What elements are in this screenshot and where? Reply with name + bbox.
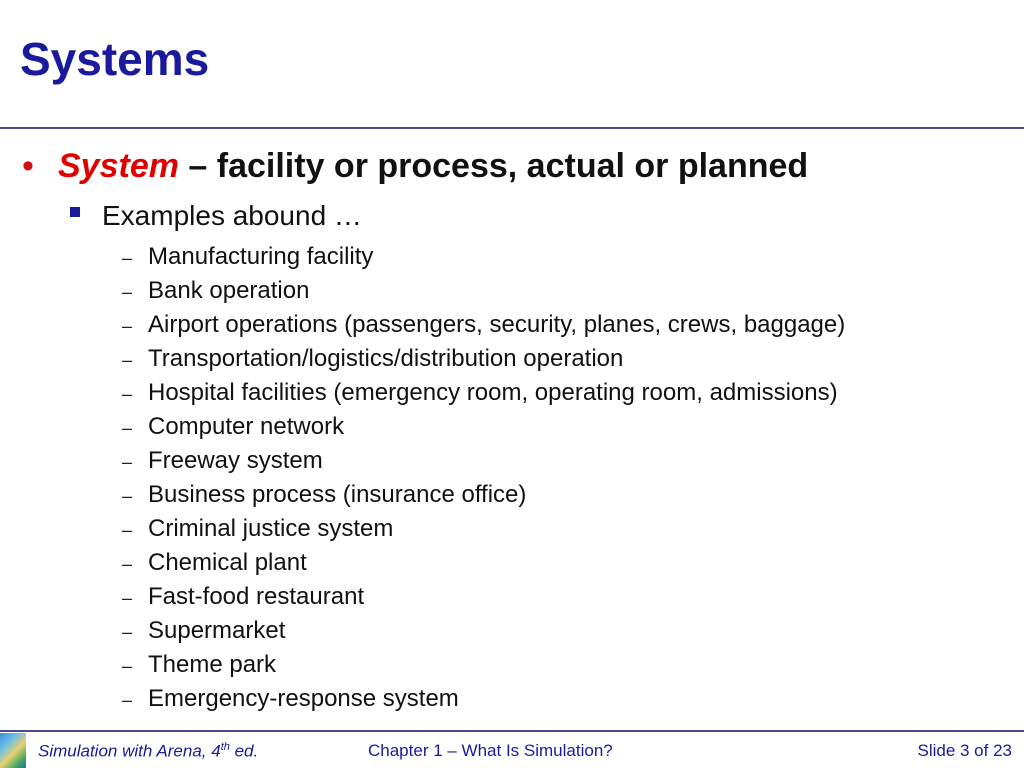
list-item: – Bank operation — [122, 274, 845, 308]
list-item: – Hospital facilities (emergency room, operating room, admissions) — [122, 376, 845, 410]
bullet-dot-icon: • — [22, 147, 34, 185]
dash-marker: – — [122, 554, 133, 574]
dash-marker: – — [122, 656, 133, 676]
dash-marker: – — [122, 418, 133, 438]
sub-bullet — [70, 200, 362, 232]
dash-marker: – — [122, 248, 133, 268]
examples-list — [122, 240, 845, 716]
arena-logo-icon — [0, 733, 26, 768]
footer-chapter: Chapter 1 – What Is Simulation? — [368, 741, 613, 760]
list-item: – Computer network — [122, 410, 845, 444]
dash-marker: – — [122, 384, 133, 404]
dash-marker: – — [122, 350, 133, 370]
term-system: System — [58, 147, 179, 185]
slide-footer — [0, 733, 1024, 768]
list-item: – Emergency-response system — [122, 682, 845, 716]
term-definition: – facility or process, actual or planned — [178, 147, 809, 185]
footer-book-title: Simulation with Arena, 4th ed. — [38, 741, 259, 761]
dash-marker: – — [122, 452, 133, 472]
main-bullet — [22, 146, 808, 187]
list-item: – Criminal justice system — [122, 512, 845, 546]
list-item: – Transportation/logistics/distribution operation — [122, 342, 845, 376]
title-divider — [0, 127, 1024, 129]
footer-divider — [0, 730, 1024, 732]
dash-marker: – — [122, 690, 133, 710]
list-item: – Business process (insurance office) — [122, 478, 845, 512]
dash-marker: – — [122, 486, 133, 506]
footer-slide-number: Slide 3 of 23 — [917, 741, 1012, 760]
dash-marker: – — [122, 520, 133, 540]
list-item: – Freeway system — [122, 444, 845, 478]
square-bullet-icon — [70, 207, 80, 217]
dash-marker: – — [122, 588, 133, 608]
dash-marker: – — [122, 622, 133, 642]
list-item: – Manufacturing facility — [122, 240, 845, 274]
list-item: – Airport operations (passengers, security, planes, crews, baggage) — [122, 308, 845, 342]
sub-bullet-text: Examples abound … — [102, 200, 362, 231]
list-item: – Supermarket — [122, 614, 845, 648]
list-item: – Fast-food restaurant — [122, 580, 845, 614]
dash-marker: – — [122, 282, 133, 302]
list-item: – Theme park — [122, 648, 845, 682]
slide-title: Systems — [20, 33, 210, 85]
dash-marker: – — [122, 316, 133, 336]
list-item: – Chemical plant — [122, 546, 845, 580]
main-bullet-text — [58, 146, 808, 187]
